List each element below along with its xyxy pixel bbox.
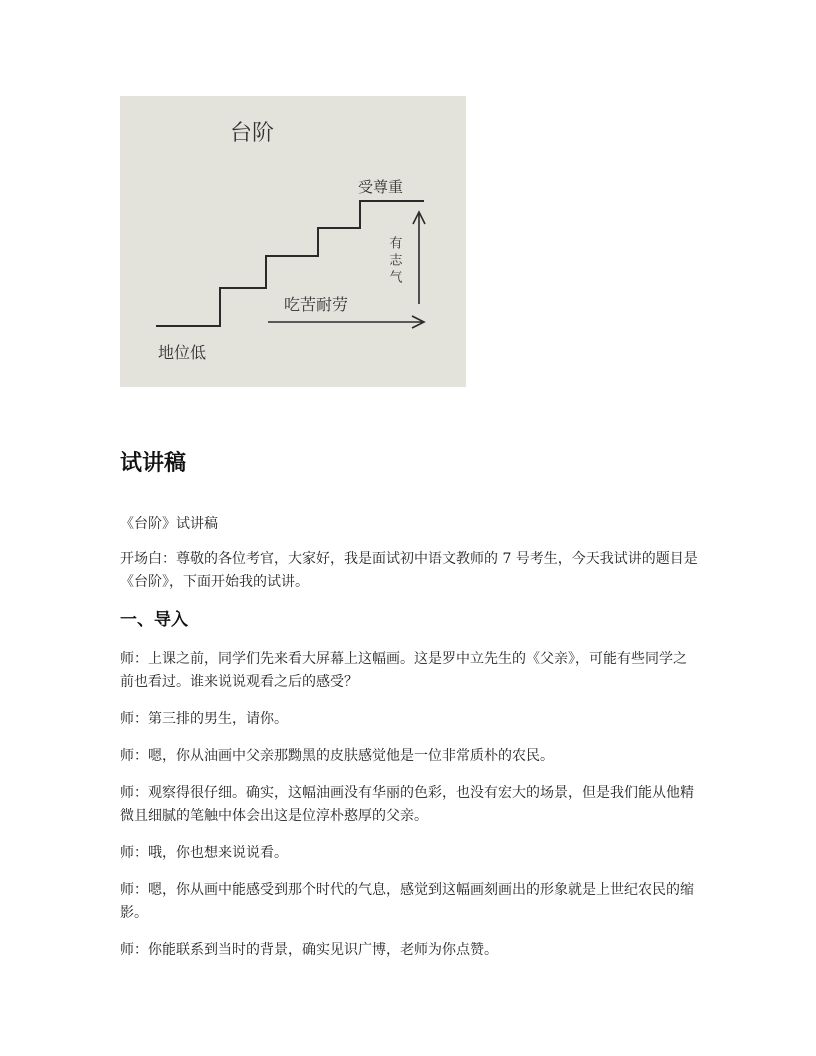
- document-body: [120, 450, 700, 976]
- document-heading: 试讲稿: [120, 451, 187, 476]
- paragraph: 师：嗯，你从画中能感受到那个时代的气息，感觉到这幅画刻画出的形象就是上世纪农民的缩影。: [120, 882, 694, 921]
- paragraph: 师：上课之前，同学们先来看大屏幕上这幅画。这是罗中立先生的《父亲》，可能有些同学之前也看过。谁来说说观看之后的感受？: [120, 651, 687, 690]
- paragraph: 师：你能联系到当时的背景，确实见识广博，老师为你点赞。: [120, 942, 498, 958]
- document-subtitle: 《台阶》试讲稿: [120, 516, 218, 532]
- sketch-title: 台阶: [230, 121, 275, 146]
- sketch-label-top: 受尊重: [358, 178, 404, 196]
- sketch-label-bottom: 地位低: [158, 343, 207, 362]
- staircase-diagram: [120, 96, 466, 387]
- sketch-label-vertical: 有志气: [386, 236, 402, 287]
- intro-paragraph: 开场白：尊敬的各位考官，大家好，我是面试初中语文教师的 7 号考生，今天我试讲的题目是《台阶》，下面开始我的试讲。: [120, 551, 698, 590]
- staircase-sketch-photo: [120, 96, 466, 387]
- paragraph: 师：观察得很仔细。确实，这幅油画没有华丽的色彩，也没有宏大的场景，但是我们能从他精微且细腻的笔触中体会出这是位淳朴憨厚的父亲。: [120, 785, 694, 824]
- sketch-label-arrow: 吃苦耐劳: [284, 295, 349, 314]
- paragraph: 师：嗯，你从油画中父亲那黝黑的皮肤感觉他是一位非常质朴的农民。: [120, 748, 554, 764]
- paragraph: 师：第三排的男生，请你。: [120, 711, 288, 727]
- section-heading-intro: 一、导入: [120, 610, 188, 630]
- paragraph: 师：哦，你也想来说说看。: [120, 845, 288, 861]
